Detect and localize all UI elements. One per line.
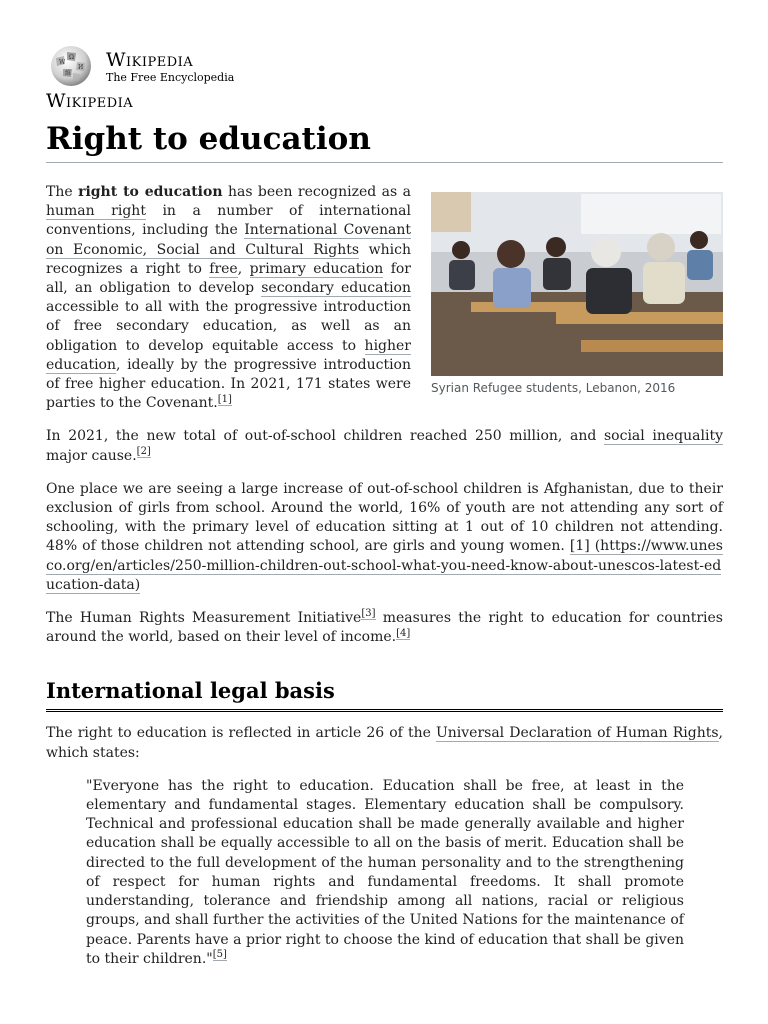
text: measures the right to education for countries around the world, based on their level of income. bbox=[46, 610, 723, 646]
wordmark-tagline: The Free Encyclopedia bbox=[106, 70, 235, 84]
article-figure bbox=[431, 192, 723, 396]
link-secondary-education[interactable]: secondary education bbox=[261, 280, 411, 297]
ref-3[interactable]: [3] bbox=[361, 608, 376, 620]
logo-link[interactable] bbox=[46, 44, 234, 88]
text: One place we are seeing a large increase of out-of-school children is Afghanistan, due to their exclusion of girls from school. Around the world, 16% of youth are not attending any sort of schooling, with the primary level of education sitting at 1 out of 10 children not attending. 48% of those children not attending school, are girls and young women. bbox=[46, 480, 723, 555]
text: which recognizes a right to bbox=[46, 241, 411, 277]
ref-2[interactable]: [2] bbox=[136, 445, 151, 457]
ref-1[interactable]: [1] bbox=[217, 393, 232, 405]
text: for all, an obligation to develop bbox=[46, 260, 411, 297]
ref-5[interactable]: [5] bbox=[212, 949, 227, 961]
text: The Human Rights Measurement Initiative bbox=[46, 610, 362, 627]
wordmark-title: Wikipedia bbox=[106, 48, 194, 71]
site-header bbox=[46, 44, 234, 112]
text: , bbox=[237, 260, 250, 277]
text: has been recognized as a bbox=[222, 184, 411, 200]
svg-text:Ω: Ω bbox=[69, 54, 74, 61]
figure-caption: Syrian Refugee students, Lebanon, 2016 bbox=[431, 381, 676, 395]
paragraph-3 bbox=[46, 480, 723, 595]
link-human-right[interactable]: human right bbox=[46, 203, 146, 220]
text: in a number of international conventions, including the bbox=[46, 203, 411, 239]
wordmark-secondary: Wikipedia bbox=[46, 90, 134, 112]
link-icescr[interactable]: International Covenant on Economic, Social and Cultural Rights bbox=[46, 222, 411, 258]
wikipedia-globe-icon bbox=[46, 44, 96, 88]
link-udhr[interactable]: Universal Declaration of Human Rights bbox=[435, 725, 719, 742]
svg-text:И: И bbox=[78, 64, 84, 71]
link-free[interactable]: free bbox=[209, 260, 238, 277]
text: , which states: bbox=[46, 725, 723, 761]
article-body bbox=[46, 183, 723, 969]
text: The bbox=[46, 184, 79, 200]
bold-term: right to education bbox=[78, 184, 223, 200]
classroom-photo[interactable] bbox=[431, 192, 723, 376]
text: major cause. bbox=[46, 447, 137, 464]
text: , ideally by the progressive introduction of free higher education. In 2021, 171 states were parties to the Covenant. bbox=[46, 356, 411, 412]
paragraph-2 bbox=[46, 427, 723, 465]
ref-4[interactable]: [4] bbox=[396, 627, 411, 639]
section-paragraph bbox=[46, 724, 723, 762]
page-title: Right to education bbox=[46, 118, 723, 163]
section-heading: International legal basis bbox=[46, 677, 723, 712]
quote-text: "Everyone has the right to education. Education shall be free, at least in the elementary and fundamental stages. Elementary education shall be compulsory. Technical and professional education shall be made generally available and higher education shall be equally accessible to all on the basis of merit. Education shall be directed to the full development of the human personality and to the strengthening of respect for human rights and fundamental freedoms. It shall promote understanding, tolerance and friendship among all nations, racial or religious groups, and shall further the activities of the United Nations for the maintenance of peace. Parents have a prior right to choose the kind of education that shall be given to their children." bbox=[86, 777, 684, 967]
link-social-inequality[interactable]: social inequality bbox=[604, 428, 723, 445]
svg-text:W: W bbox=[59, 59, 66, 66]
udhr-quote bbox=[86, 777, 684, 969]
link-higher-education[interactable]: higher education bbox=[46, 337, 411, 373]
wordmark bbox=[106, 49, 234, 84]
text: The right to education is reflected in article 26 of the bbox=[46, 725, 436, 742]
paragraph-4 bbox=[46, 609, 723, 647]
link-unesco-external[interactable]: [1] (https://www.unesco.org/en/articles/250-million-children-out-school-what-you-need-know-about-unescos-latest-education-data) bbox=[46, 538, 723, 593]
svg-text:維: 維 bbox=[65, 70, 72, 77]
text: In 2021, the new total of out-of-school children reached 250 million, and bbox=[46, 428, 604, 445]
text: accessible to all with the progressive introduction of free secondary education, as well as an obligation to develop equitable access to bbox=[46, 299, 411, 354]
link-primary-education[interactable]: primary education bbox=[249, 260, 384, 277]
